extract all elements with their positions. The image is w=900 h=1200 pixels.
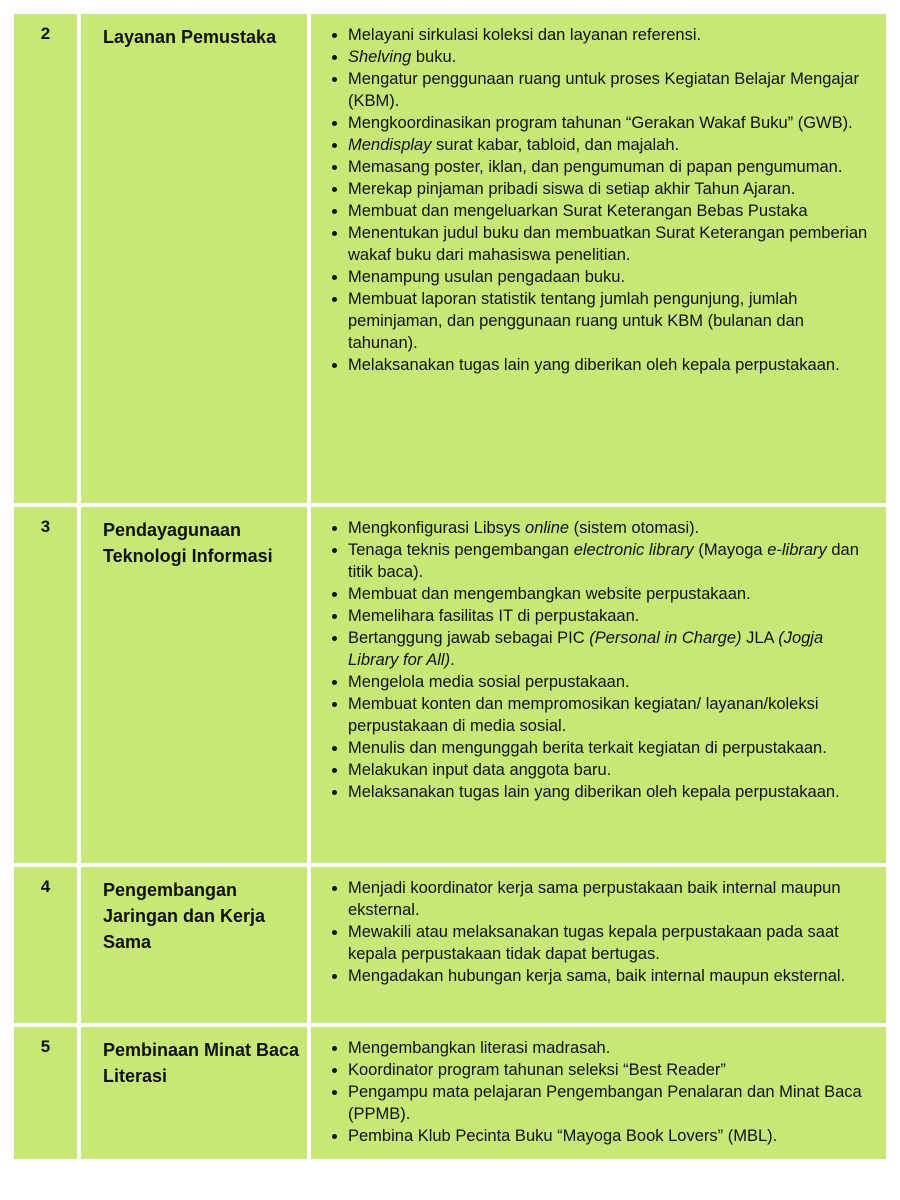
duty-text: Menjadi koordinator kerja sama perpustakaan baik internal maupun eksternal. xyxy=(348,879,841,919)
duties-list xyxy=(311,24,878,376)
duty-text: Menentukan judul buku dan membuatkan Surat Keterangan pemberian wakaf buku dari mahasiswa penelitian. xyxy=(348,224,868,264)
duty-text: buku. xyxy=(411,48,457,66)
duty-item xyxy=(348,156,878,178)
duty-item xyxy=(348,605,878,627)
duty-text: e-library xyxy=(767,541,827,559)
table-row xyxy=(14,867,886,1023)
duty-item xyxy=(348,24,878,46)
row-title: Layanan Pemustaka xyxy=(81,14,311,503)
row-number: 5 xyxy=(14,1027,81,1159)
duty-text: (Jogja Library for All) xyxy=(348,629,824,669)
duty-item xyxy=(348,965,878,987)
row-number: 4 xyxy=(14,867,81,1023)
duties-cell xyxy=(311,507,886,863)
duty-text: Bertanggung jawab sebagai PIC xyxy=(348,629,590,647)
duty-item xyxy=(348,200,878,222)
duty-text: Melaksanakan tugas lain yang diberikan oleh kepala perpustakaan. xyxy=(348,783,840,801)
duty-item xyxy=(348,46,878,68)
table-row xyxy=(14,1027,886,1159)
duty-text: Tenaga teknis pengembangan xyxy=(348,541,574,559)
row-number: 2 xyxy=(14,14,81,503)
duty-item xyxy=(348,877,878,921)
duty-item xyxy=(348,68,878,112)
duty-text: Shelving xyxy=(348,48,412,66)
duty-item xyxy=(348,222,878,266)
row-title: Pendayagunaan Teknologi Informasi xyxy=(81,507,311,863)
duty-text: Koordinator program tahunan seleksi “Best Reader” xyxy=(348,1061,726,1079)
duty-text: dan titik baca). xyxy=(348,541,859,581)
duty-item xyxy=(348,759,878,781)
duty-text: Memelihara fasilitas IT di perpustakaan. xyxy=(348,607,640,625)
duty-text: electronic library xyxy=(573,541,694,559)
duty-text: Menampung usulan pengadaan buku. xyxy=(348,268,626,286)
duty-text: Melayani sirkulasi koleksi dan layanan referensi. xyxy=(348,26,702,44)
row-number: 3 xyxy=(14,507,81,863)
duty-item xyxy=(348,288,878,354)
duties-cell xyxy=(311,1027,886,1159)
duty-item xyxy=(348,354,878,376)
duty-text: surat kabar, tabloid, dan majalah. xyxy=(431,136,680,154)
duty-text: Mengembangkan literasi madrasah. xyxy=(348,1039,611,1057)
table-row xyxy=(14,14,886,503)
duty-item xyxy=(348,583,878,605)
duties-cell xyxy=(311,867,886,1023)
duty-text: . xyxy=(450,651,455,669)
row-title: Pengembangan Jaringan dan Kerja Sama xyxy=(81,867,311,1023)
duty-text: Pembina Klub Pecinta Buku “Mayoga Book Lovers” (MBL). xyxy=(348,1127,778,1145)
duty-text: Mengkoordinasikan program tahunan “Gerakan Wakaf Buku” (GWB). xyxy=(348,114,853,132)
duty-item xyxy=(348,1125,878,1147)
duty-item xyxy=(348,1081,878,1125)
duty-item xyxy=(348,266,878,288)
duty-text: Mengadakan hubungan kerja sama, baik internal maupun eksternal. xyxy=(348,967,846,985)
table-row xyxy=(14,507,886,863)
duty-item xyxy=(348,1059,878,1081)
duty-text: Merekap pinjaman pribadi siswa di setiap akhir Tahun Ajaran. xyxy=(348,180,796,198)
duty-text: Melakukan input data anggota baru. xyxy=(348,761,612,779)
duty-item xyxy=(348,737,878,759)
duty-text: online xyxy=(525,519,570,537)
duty-item xyxy=(348,781,878,803)
duty-text: Membuat konten dan mempromosikan kegiatan/ layanan/koleksi perpustakaan di media sosial. xyxy=(348,695,819,735)
duties-list xyxy=(311,517,878,803)
duty-text: Pengampu mata pelajaran Pengembangan Penalaran dan Minat Baca (PPMB). xyxy=(348,1083,862,1123)
duties-list xyxy=(311,877,878,987)
duty-text: Membuat laporan statistik tentang jumlah pengunjung, jumlah peminjaman, dan penggunaan ruang untuk KBM (bulanan dan tahunan). xyxy=(348,290,804,352)
duty-item xyxy=(348,693,878,737)
duty-item xyxy=(348,539,878,583)
duty-text: Membuat dan mengeluarkan Surat Keterangan Bebas Pustaka xyxy=(348,202,808,220)
duties-cell xyxy=(311,14,886,503)
duty-text: Mendisplay xyxy=(348,136,432,154)
duty-item xyxy=(348,178,878,200)
row-title: Pembinaan Minat Baca Literasi xyxy=(81,1027,311,1159)
duty-text: JLA xyxy=(741,629,779,647)
duty-text: (Mayoga xyxy=(693,541,768,559)
duty-text: Melaksanakan tugas lain yang diberikan oleh kepala perpustakaan. xyxy=(348,356,840,374)
duty-text: Membuat dan mengembangkan website perpustakaan. xyxy=(348,585,751,603)
duty-text: Mewakili atau melaksanakan tugas kepala perpustakaan pada saat kepala perpustakaan tidak dapat bertugas. xyxy=(348,923,839,963)
duty-item xyxy=(348,134,878,156)
duty-text: Mengelola media sosial perpustakaan. xyxy=(348,673,630,691)
duty-item xyxy=(348,627,878,671)
duty-item xyxy=(348,517,878,539)
duty-text: Memasang poster, iklan, dan pengumuman di papan pengumuman. xyxy=(348,158,843,176)
duty-item xyxy=(348,671,878,693)
duty-text: Mengatur penggunaan ruang untuk proses Kegiatan Belajar Mengajar (KBM). xyxy=(348,70,859,110)
duty-item xyxy=(348,921,878,965)
duty-text: Menulis dan mengunggah berita terkait kegiatan di perpustakaan. xyxy=(348,739,827,757)
duties-table xyxy=(14,14,886,1163)
duty-text: (sistem otomasi). xyxy=(569,519,700,537)
duty-text: (Personal in Charge) xyxy=(589,629,742,647)
duty-text: Mengkonfigurasi Libsys xyxy=(348,519,526,537)
duties-list xyxy=(311,1037,878,1147)
duty-item xyxy=(348,112,878,134)
duty-item xyxy=(348,1037,878,1059)
